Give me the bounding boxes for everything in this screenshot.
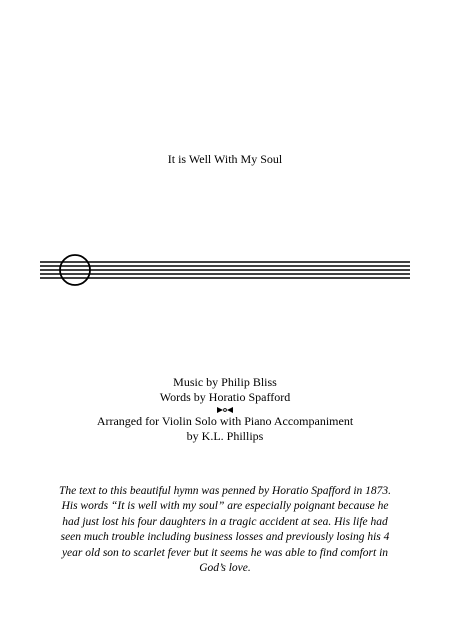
description-line: His words “It is well with my soul” are especially poignant because he [61, 500, 389, 513]
music-credit: Music by Philip Bliss [173, 375, 277, 389]
words-credit: Words by Horatio Spafford [159, 389, 291, 404]
description-line: had just lost his four daughters in a tragic accident at sea. His life had [62, 515, 388, 528]
description-line: year old son to scarlet fever but it seems he was able to find comfort in [61, 546, 389, 559]
ornament-divider [0, 404, 450, 414]
staff-logo-graphic [40, 250, 412, 290]
page-title: It is Well With My Soul [167, 152, 283, 166]
staff-logo [40, 250, 412, 290]
description-paragraph [36, 484, 414, 576]
description-line: seen much trouble including business losses and previously losing his 4 [60, 531, 390, 544]
arrangement-credit: Arranged for Violin Solo with Piano Accompaniment [96, 414, 354, 429]
description-line: God’s love. [199, 562, 251, 575]
description-line: The text to this beautiful hymn was penned by Horatio Spafford in 1873. [58, 485, 392, 497]
credits-block [0, 375, 450, 443]
arranger-credit: by K.L. Phillips [186, 428, 264, 443]
